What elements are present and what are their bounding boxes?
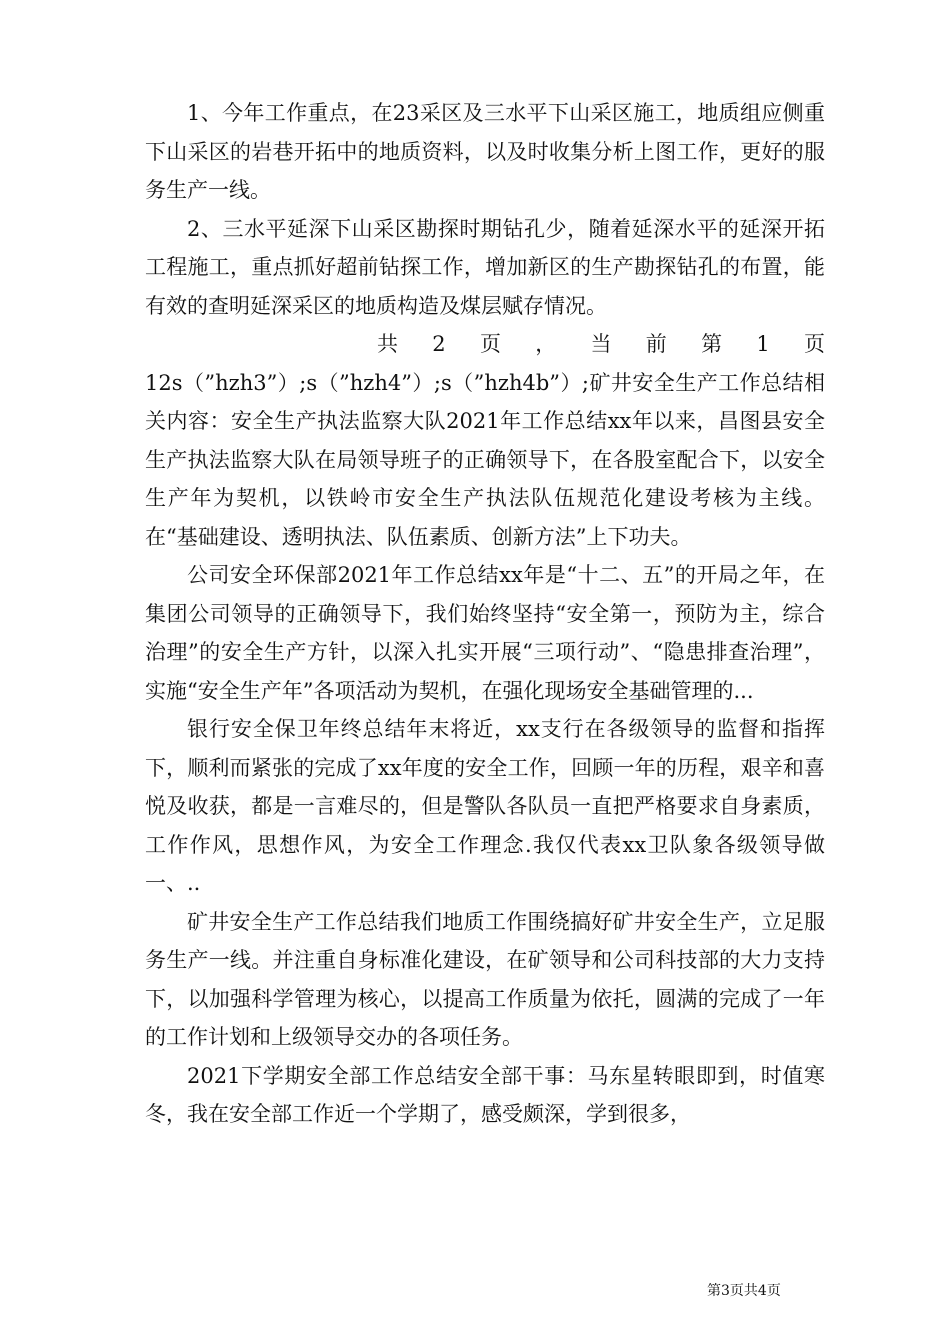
pager-token: 第 [701, 332, 723, 356]
paragraph-env-dept: 公司安全环保部2021年工作总结xx年是“十二、五”的开局之年，在集团公司领导的正确领导下，我们始终坚持“安全第一，预防为主，综合治理”的安全生产方针，以深入扎实开展“三项行动”、“隐患排查治理”，实施“安全生产年”各项活动为契机，在强化现场安全基础管理的... [145, 563, 825, 703]
page-footer: 第3页共4页 [707, 1283, 781, 1299]
paragraph-semester-summary: 2021下学期安全部工作总结安全部干事：马东星转眼即到，时值寒冬，我在安全部工作近一个学期了，感受颇深，学到很多， [145, 1063, 825, 1126]
pager-token: 页 [479, 332, 501, 356]
document-body [145, 94, 825, 1134]
pager-token: 共 [377, 332, 398, 356]
pager-token: 页 [804, 332, 825, 356]
pager-token: 1 [756, 332, 770, 356]
pager-token: ， [535, 332, 557, 356]
paragraph-work-focus: 1、今年工作重点，在23采区及三水平下山采区施工，地质组应侧重下山采区的岩巷开拓中的地质资料，以及时收集分析上图工作，更好的服务生产一线。 [145, 101, 825, 202]
pager-token: 当 [590, 332, 612, 356]
paragraph-exploration: 2、三水平延深下山采区勘探时期钻孔少，随着延深水平的延深开拓工程施工，重点抓好超前钻探工作，增加新区的生产勘探钻孔的布置，能有效的查明延深采区的地质构造及煤层赋存情况。 [145, 216, 825, 318]
paragraph-bank-security: 银行安全保卫年终总结年末将近，xx支行在各级领导的监督和指挥下，顺利而紧张的完成了xx年度的安全工作，回顾一年的历程，艰辛和喜悦及收获，都是一言难尽的，但是警队各队员一直把严格要求自身素质，工作作风，思想作风，为安全工作理念.我仅代表xx卫队象各级领导做一、.. [145, 717, 825, 895]
pager-token: 前 [645, 332, 667, 356]
paragraph-related-content: 12s（”hzh3”）;s（”hzh4”）;s（”hzh4b”）;矿井安全生产工作总结相关内容：安全生产执法监察大队2021年工作总结xx年以来，昌图县安全生产执法监察大队在局领导班子的正确领导下，在各股室配合下，以安全生产年为契机，以铁岭市安全生产执法队伍规范化建设考核为主线。在“基础建设、透明执法、队伍素质、创新方法”上下功夫。 [145, 370, 825, 549]
inline-page-indicator [145, 325, 825, 364]
paragraph-mine-safety: 矿井安全生产工作总结我们地质工作围绕搞好矿井安全生产，立足服务生产一线。并注重自身标准化建设，在矿领导和公司科技部的大力支持下，以加强科学管理为核心，以提高工作质量为依托，圆满的完成了一年的工作计划和上级领导交办的各项任务。 [145, 909, 825, 1049]
pager-token: 2 [432, 332, 446, 356]
